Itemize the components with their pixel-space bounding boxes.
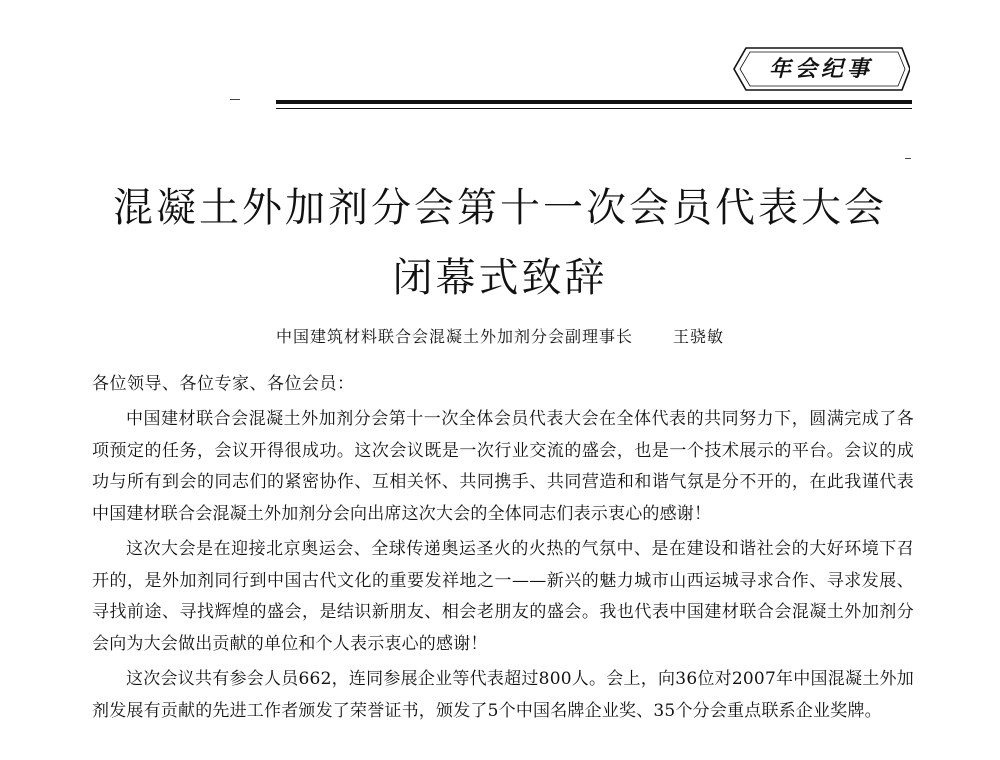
byline xyxy=(0,324,1000,347)
header-rule-thick xyxy=(276,100,912,104)
paragraph: 中国建材联合会混凝土外加剂分会第十一次全体会员代表大会在全体代表的共同努力下，圆满完成了各项预定的任务，会议开得很成功。这次会议既是一次行业交流的盛会，也是一个技术展示的平台。会议的成功与所有到会的同志们的紧密协作、互相关怀、共同携手、共同营造和和谐气氛是分不开的，在此我谨代表中国建材联合会混凝土外加剂分会向出席这次大会的全体同志们表示衷心的感谢！ xyxy=(92,409,914,524)
section-tag xyxy=(732,44,910,94)
header-rule-thin xyxy=(276,108,912,109)
article-title-line1: 混凝土外加剂分会第十一次会员代表大会 xyxy=(113,185,887,231)
paragraph: 这次大会是在迎接北京奥运会、全球传递奥运圣火的火热的气氛中、是在建设和谐社会的大好环境下召开的，是外加剂同行到中国古代文化的重要发祥地之一——新兴的魅力城市山西运城寻求合作、寻求发展、寻找前途、寻找辉煌的盛会，是结识新朋友、相会老朋友的盛会。我也代表中国建材联合会混凝土外加剂分会向为大会做出贡献的单位和个人表示衷心的感谢！ xyxy=(92,539,914,654)
greeting: 各位领导、各位专家、各位会员： xyxy=(92,374,355,394)
scan-speck xyxy=(905,158,911,159)
section-tag-label: 年会纪事 xyxy=(768,56,873,82)
scan-speck xyxy=(230,99,240,100)
paragraph: 这次会议共有参会人员662，连同参展企业等代表超过800人。会上，向36位对2007年中国混凝土外加剂发展有贡献的先进工作者颁发了荣誉证书，颁发了5个中国名牌企业奖、35个分会重点联系企业奖牌。 xyxy=(92,669,914,721)
article-body xyxy=(92,404,914,731)
byline-affiliation: 中国建筑材料联合会混凝土外加剂分会副理事长 xyxy=(275,327,633,346)
article-title-line2: 闭幕式致辞 xyxy=(392,255,608,301)
byline-author: 王骁敏 xyxy=(673,327,725,346)
